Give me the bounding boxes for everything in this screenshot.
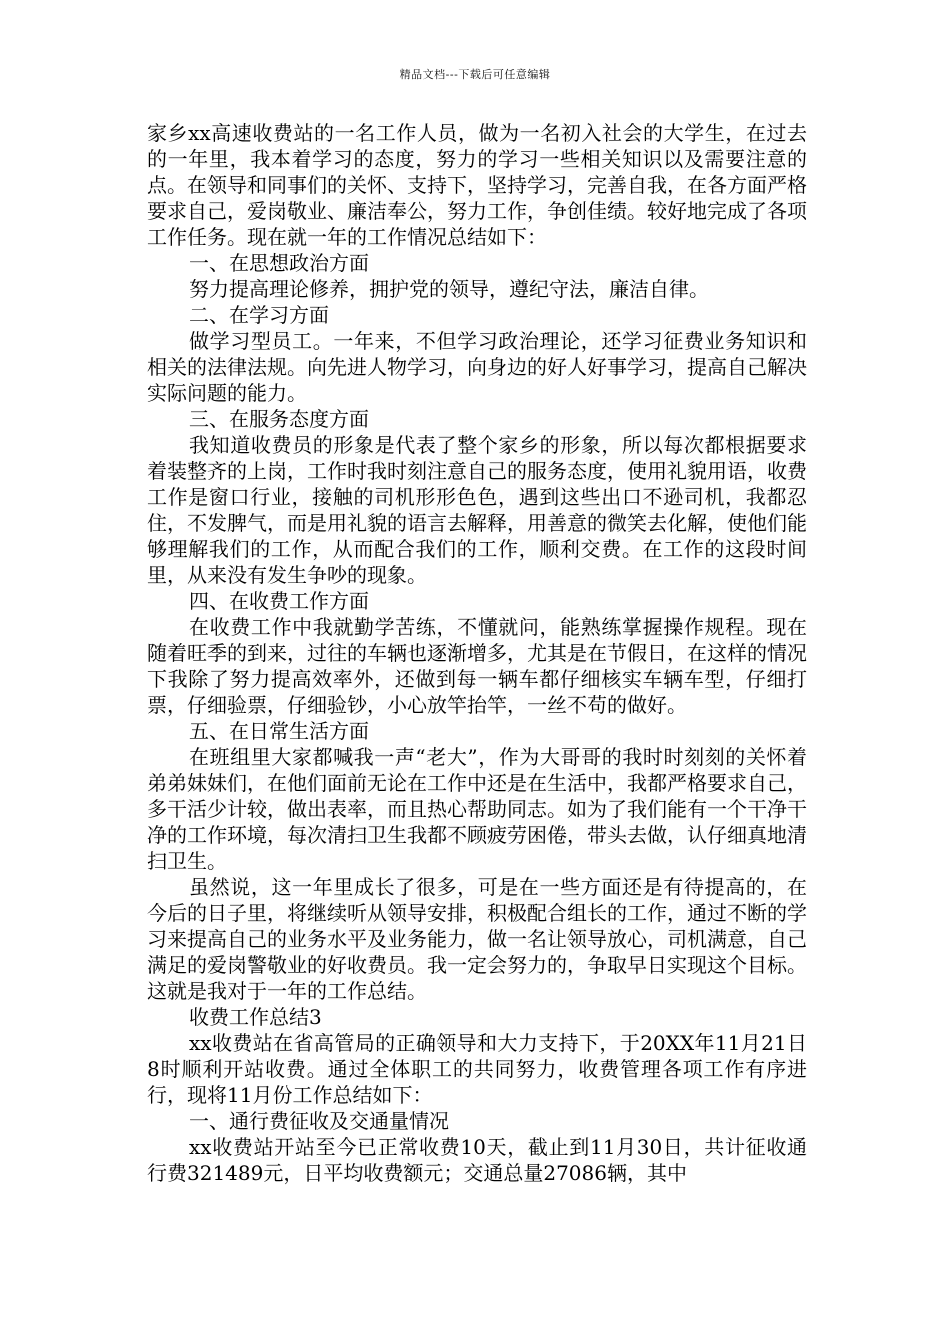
- page-header: 精品文档---下载后可任意编辑: [399, 68, 551, 81]
- paragraph: 家乡xx高速收费站的一名工作人员，做为一名初入社会的大学生，在过去的一年里，我本着学习的态度，努力的学习一些相关知识以及需要注意的点。在领导和同事们的关怀、支持下，坚持学习，完善自我，在各方面严格要求自己，爱岗敬业、廉洁奉公，努力工作，争创佳绩。较好地完成了各项工作任务。现在就一年的工作情况总结如下：: [147, 121, 807, 249]
- paragraph: 做学习型员工。一年来，不但学习政治理论，还学习征费业务知识和相关的法律法规。向先进人物学习，向身边的好人好事学习，提高自己解决实际问题的能力。: [147, 329, 807, 405]
- paragraph: 在收费工作中我就勤学苦练，不懂就问，能熟练掌握操作规程。现在随着旺季的到来，过往的车辆也逐渐增多，尤其是在节假日，在这样的情况下我除了努力提高效率外，还做到每一辆车都仔细核实车辆车型，仔细打票，仔细验票，仔细验钞，小心放竿抬竿，一丝不苟的做好。: [147, 615, 807, 717]
- paragraph: 我知道收费员的形象是代表了整个家乡的形象，所以每次都根据要求着装整齐的上岗，工作时我时刻注意自己的服务态度，使用礼貌用语，收费工作是窗口行业，接触的司机形形色色，遇到这些出口不逊司机，我都忍住，不发脾气，而是用礼貌的语言去解释，用善意的微笑去化解，使他们能够理解我们的工作，从而配合我们的工作，顺利交费。在工作的这段时间里，从来没有发生争吵的现象。: [147, 433, 807, 587]
- paragraph: 在班组里大家都喊我一声“老大”，作为大哥哥的我时时刻刻的关怀着弟弟妹妹们，在他们面前无论在工作中还是在生活中，我都严格要求自己，多干活少计较，做出表率，而且热心帮助同志。如为了我们能有一个干净干净的工作环境，每次清扫卫生我都不顾疲劳困倦，带头去做，认仔细真地清扫卫生。: [147, 745, 807, 873]
- section-heading: 三、在服务态度方面: [189, 407, 369, 431]
- section-heading: 一、在思想政治方面: [189, 251, 369, 275]
- paragraph: xx收费站在省高管局的正确领导和大力支持下，于20XX年11月21日8时顺利开站收费。通过全体职工的共同努力，收费管理各项工作有序进行，现将11月份工作总结如下：: [147, 1031, 807, 1107]
- paragraph: xx收费站开站至今已正常收费10天，截止到11月30日，共计征收通行费321489元，日平均收费额元；交通总量27086辆，其中: [147, 1135, 807, 1185]
- document-body: [147, 120, 807, 1186]
- section-heading: 一、通行费征收及交通量情况: [189, 1109, 449, 1133]
- section-heading: 四、在收费工作方面: [189, 589, 369, 613]
- section-heading: 二、在学习方面: [189, 303, 329, 327]
- paragraph: 虽然说，这一年里成长了很多，可是在一些方面还是有待提高的，在今后的日子里，将继续听从领导安排，积极配合组长的工作，通过不断的学习来提高自己的业务水平及业务能力，做一名让领导放心，司机满意，自己满足的爱岗警敬业的好收费员。我一定会努力的，争取早日实现这个目标。这就是我对于一年的工作总结。: [147, 875, 807, 1003]
- section-heading: 五、在日常生活方面: [189, 719, 369, 743]
- paragraph: 努力提高理论修养，拥护党的领导，遵纪守法，廉洁自律。: [189, 277, 709, 301]
- document-subtitle: 收费工作总结3: [189, 1005, 322, 1029]
